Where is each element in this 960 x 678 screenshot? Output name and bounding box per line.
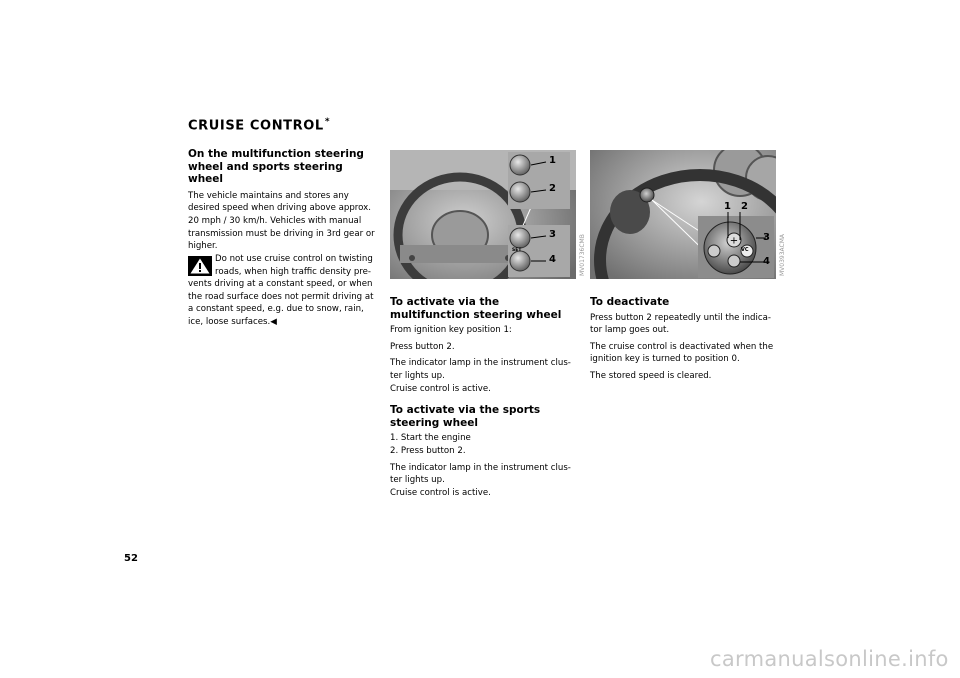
page-title <box>188 117 330 133</box>
column-1 <box>188 148 376 253</box>
heading-deactivate: To deactivate <box>590 296 670 308</box>
image2-label-3: 3 <box>763 232 770 243</box>
image1-label-3: 3 <box>549 229 556 240</box>
section-heading-multifunction: On the multifunction steering wheel and sports steering wheel <box>188 148 364 186</box>
image1-label-4: 4 <box>549 254 556 265</box>
col2-p4b: Cruise control is active. <box>390 487 491 498</box>
image1-label-2: 2 <box>549 183 556 194</box>
column-3 <box>590 296 778 383</box>
watermark-text: carmanualsonline.info <box>710 647 949 671</box>
warning-rest: vents driving at a constant speed, or when the road surface does not permit driving at a constant speed, e.g. due to snow, rain, ice, loose surfaces. <box>188 279 374 327</box>
col3-p2: The cruise control is deactivated when the ignition key is turned to position 0. <box>590 341 774 365</box>
image2-label-4: 4 <box>763 256 770 267</box>
image2-code: MV0393ACMA <box>779 233 786 276</box>
col2-step1: 1. Start the engine <box>390 433 471 444</box>
col2-p4: The indicator lamp in the instrument clus- ter lights up. <box>390 462 571 486</box>
warning-triangle-icon <box>188 256 212 276</box>
image1-set-label: SET <box>512 248 522 253</box>
heading-activate-multifunction: To activate via the multifunction steering wheel <box>390 296 562 321</box>
col2-step2: 2. Press button 2. <box>390 445 466 456</box>
image1-label-1: 1 <box>549 155 556 166</box>
intro-paragraph: The vehicle maintains and stores any desired speed when driving above approx. 20 mph / 30 km/h. Vehicles with manual transmission must be driving in 3rd gear or higher. <box>188 190 375 252</box>
column-2 <box>390 296 578 499</box>
warning-block <box>188 253 380 329</box>
page-title-text: CRUISE CONTROL <box>188 118 324 134</box>
multifunction-steering-wheel-image <box>390 150 576 279</box>
col2-p3: The indicator lamp in the instrument clus- ter lights up. <box>390 358 571 381</box>
image2-label-2: 2 <box>741 201 748 212</box>
sports-steering-wheel-image <box>590 150 776 279</box>
image1-code: MV01736CMB <box>579 234 586 276</box>
col2-p3b: Cruise control is active. <box>390 383 491 394</box>
col3-p3: The stored speed is cleared. <box>590 370 712 381</box>
title-asterisk: * <box>324 117 331 127</box>
svg-text:+: + <box>729 235 739 247</box>
page-number: 52 <box>124 553 138 564</box>
image2-label-1: 1 <box>724 201 731 212</box>
col2-p2: Press button 2. <box>390 341 455 352</box>
end-mark: ◀ <box>270 316 277 327</box>
image2-vc-label: VC <box>741 247 749 253</box>
sports-wheel-illustration <box>590 150 776 279</box>
warning-continuation <box>188 278 378 328</box>
col2-p1: From ignition key position 1: <box>390 325 512 336</box>
col3-p1: Press button 2 repeatedly until the indica- tor lamp goes out. <box>590 312 771 336</box>
heading-activate-sports: To activate via the sports steering wheel <box>390 404 541 429</box>
warning-line-1: Do not use cruise control on twisting <box>215 254 373 264</box>
warning-line-2: roads, when high traffic density pre- <box>215 266 372 277</box>
